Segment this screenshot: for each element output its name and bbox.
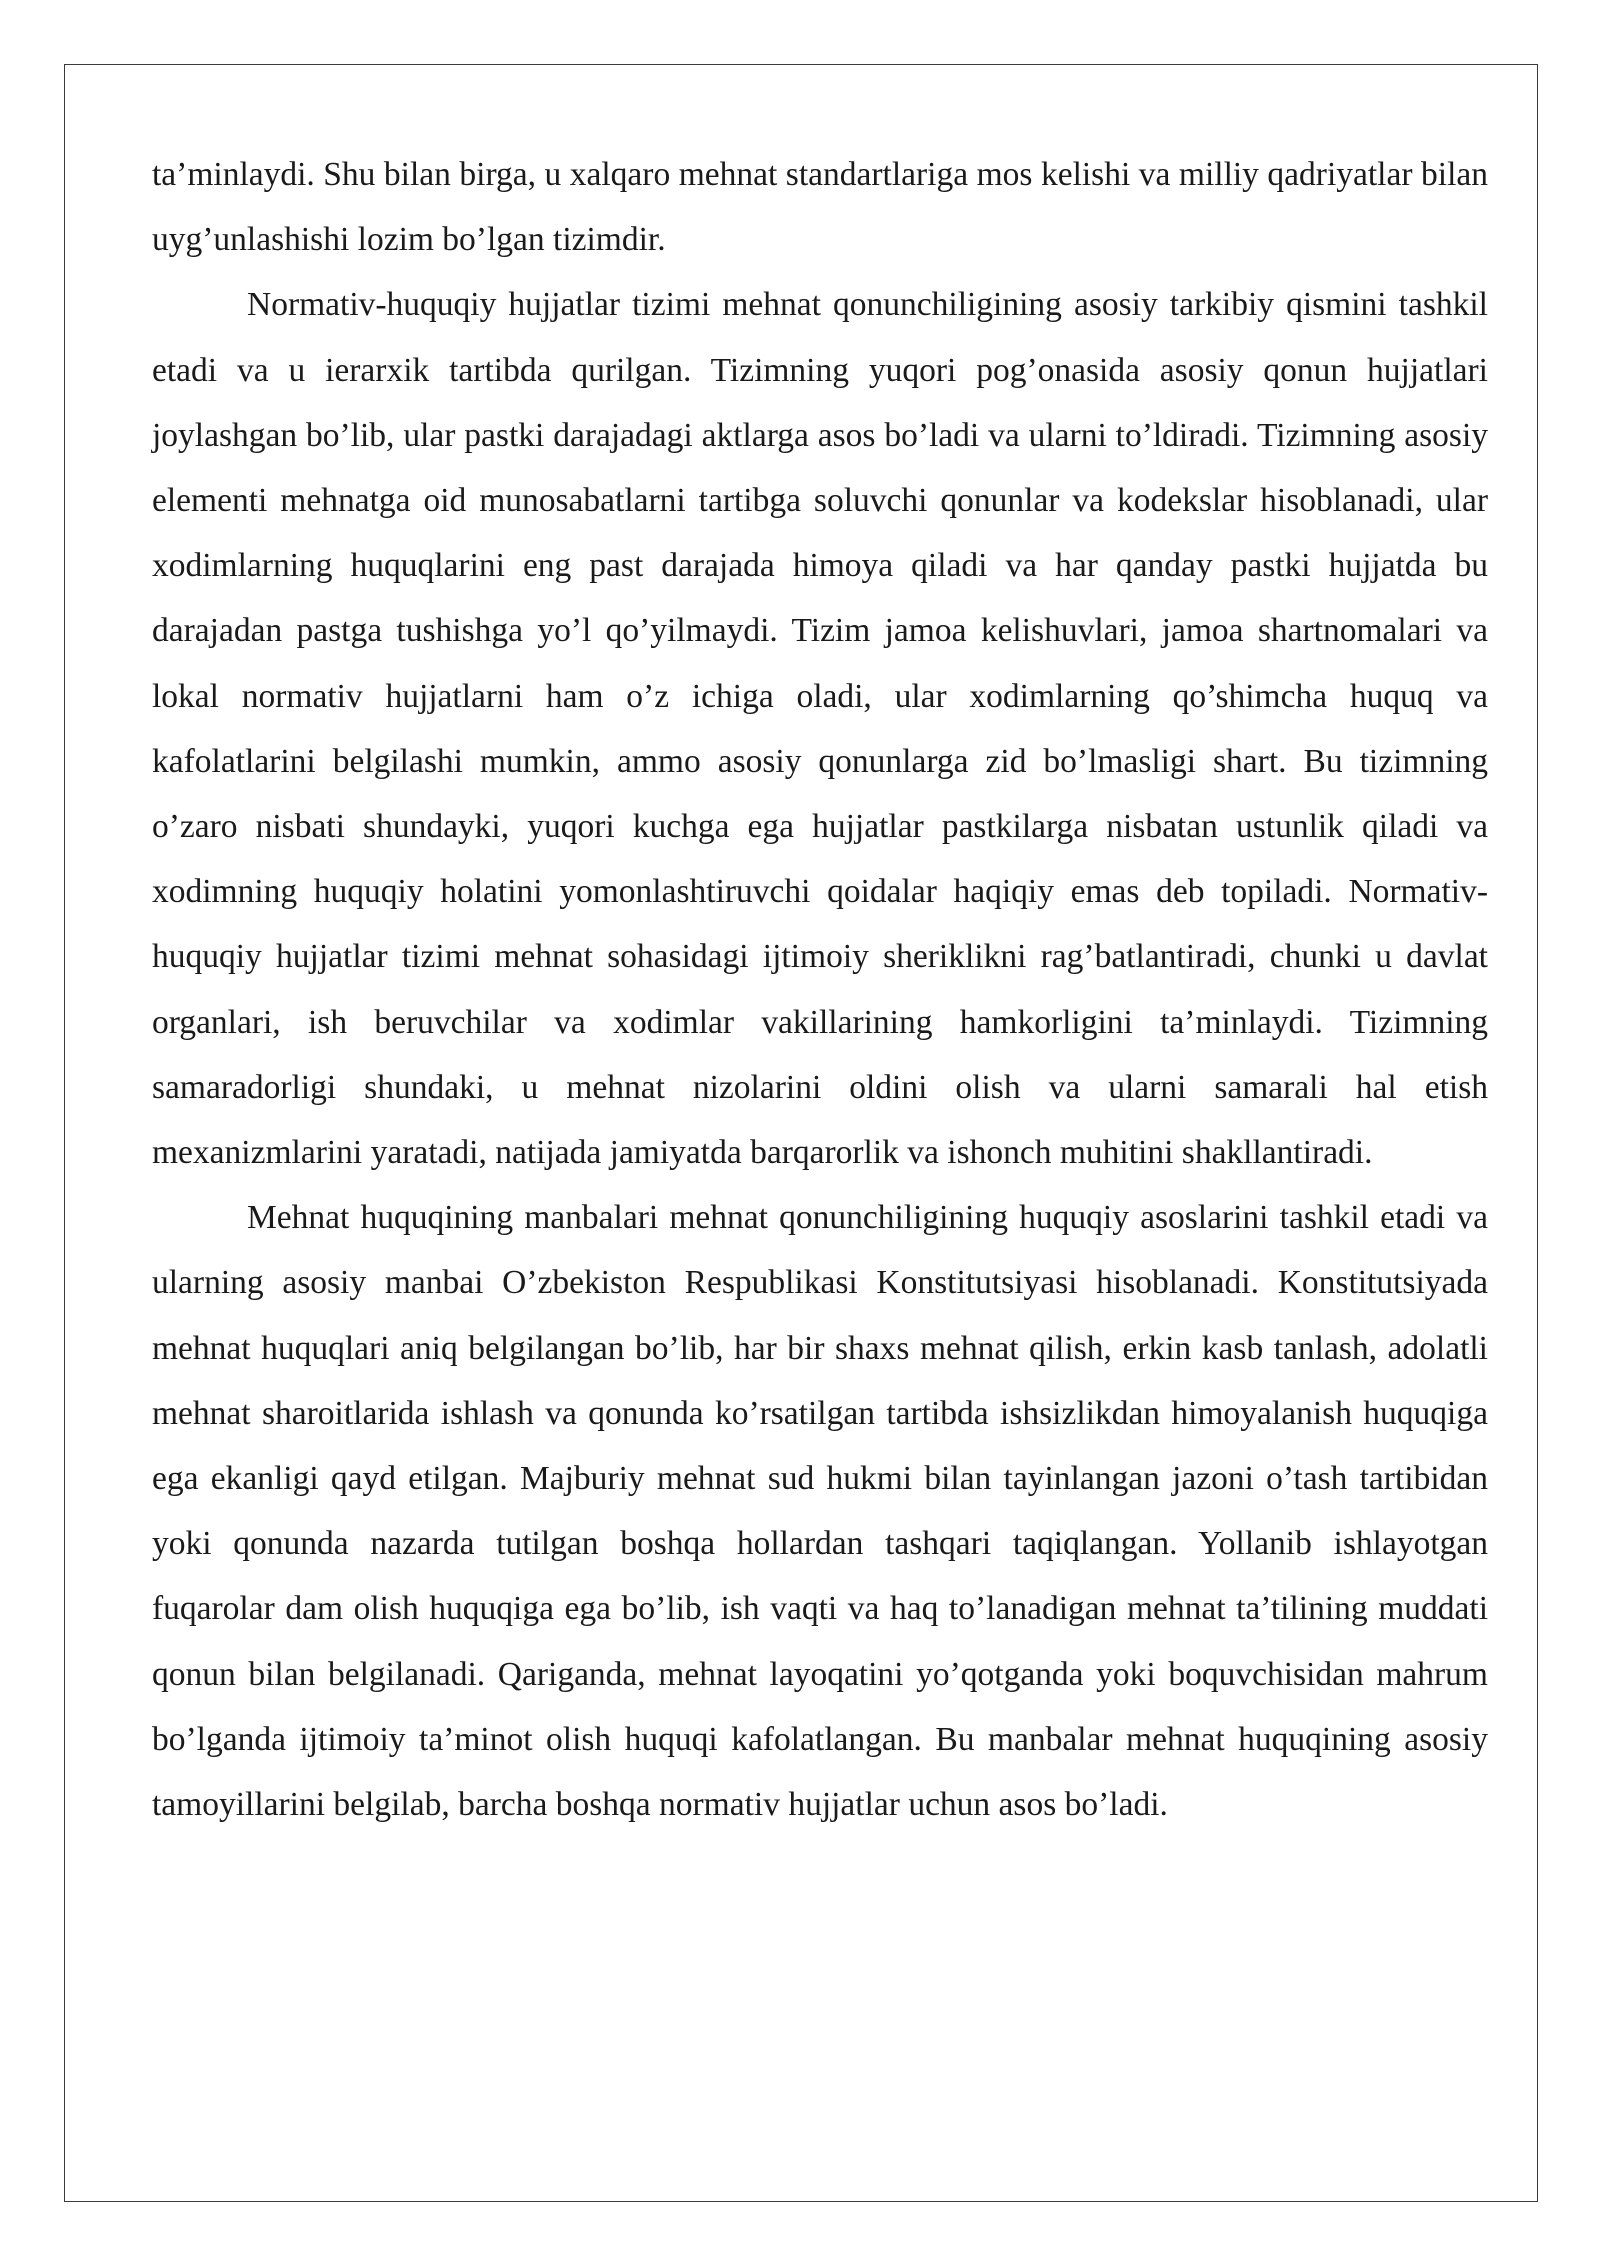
paragraph-2: Normativ-huquqiy hujjatlar tizimi mehnat qonunchiligining asosiy tarkibiy qismini tashkil etadi va u ierarxik tartibda qurilgan. Tizimning yuqori pog’onasida asosiy qonun hujjatlari joylashgan bo’lib, ular pastki darajadagi aktlarga asos bo’ladi va ularni to’ldiradi. Tizimning asosiy elementi mehnatga oid munosabatlarni tartibga soluvchi qonunlar va kodekslar hisoblanadi, ular xodimlarning huquqlarini eng past darajada himoya qiladi va har qanday pastki hujjatda bu darajadan pastga tushishga yo’l qo’yilmaydi. Tizim jamoa kelishuvlari, jamoa shartnomalari va lokal normativ hujjatlarni ham o’z ichiga oladi, ular xodimlarning qo’shimcha huquq va kafolatlarini belgilashi mumkin, ammo asosiy qonunlarga zid bo’lmasligi shart. Bu tizimning o’zaro nisbati shundayki, yuqori kuchga ega hujjatlar pastkilarga nisbatan ustunlik qiladi va xodimning huquqiy holatini yomonlashtiruvchi qoidalar haqiqiy emas deb topiladi. Normativ-huquqiy hujjatlar tizimi mehnat sohasidagi ijtimoiy sheriklikni rag’batlantiradi, chunki u davlat organlari, ish beruvchilar va xodimlar vakillarining hamkorligini ta’minlaydi. Tizimning samaradorligi shundaki, u mehnat nizolarini oldini olish va ularni samarali hal etish mexanizmlarini yaratadi, natijada jamiyatda barqarorlik va ishonch muhitini shakllantiradi. <box>152 286 1488 1172</box>
paragraph-3: Mehnat huquqining manbalari mehnat qonunchiligining huquqiy asoslarini tashkil etadi va ularning asosiy manbai O’zbekiston Respublikasi Konstitutsiyasi hisoblanadi. Konstitutsiyada mehnat huquqlari aniq belgilangan bo’lib, har bir shaxs mehnat qilish, erkin kasb tanlash, adolatli mehnat sharoitlarida ishlash va qonunda ko’rsatilgan tartibda ishsizlikdan himoyalanish huquqiga ega ekanligi qayd etilgan. Majburiy mehnat sud hukmi bilan tayinlangan jazoni o’tash tartibidan yoki qonunda nazarda tutilgan boshqa hollardan tashqari taqiqlangan. Yollanib ishlayotgan fuqarolar dam olish huquqiga ega bo’lib, ish vaqti va haq to’lanadigan mehnat ta’tilining muddati qonun bilan belgilanadi. Qariganda, mehnat layoqatini yo’qotganda yoki boquvchisidan mahrum bo’lganda ijtimoiy ta’minot olish huquqi kafolatlangan. Bu manbalar mehnat huquqining asosiy tamoyillarini belgilab, barcha boshqa normativ hujjatlar uchun asos bo’ladi. <box>152 1199 1488 1824</box>
paragraph-1: ta’minlaydi. Shu bilan birga, u xalqaro mehnat standartlariga mos kelishi va milliy qadriyatlar bilan uyg’unlashishi lozim bo’lgan tizimdir. <box>152 156 1488 259</box>
document-body <box>152 142 1488 1837</box>
